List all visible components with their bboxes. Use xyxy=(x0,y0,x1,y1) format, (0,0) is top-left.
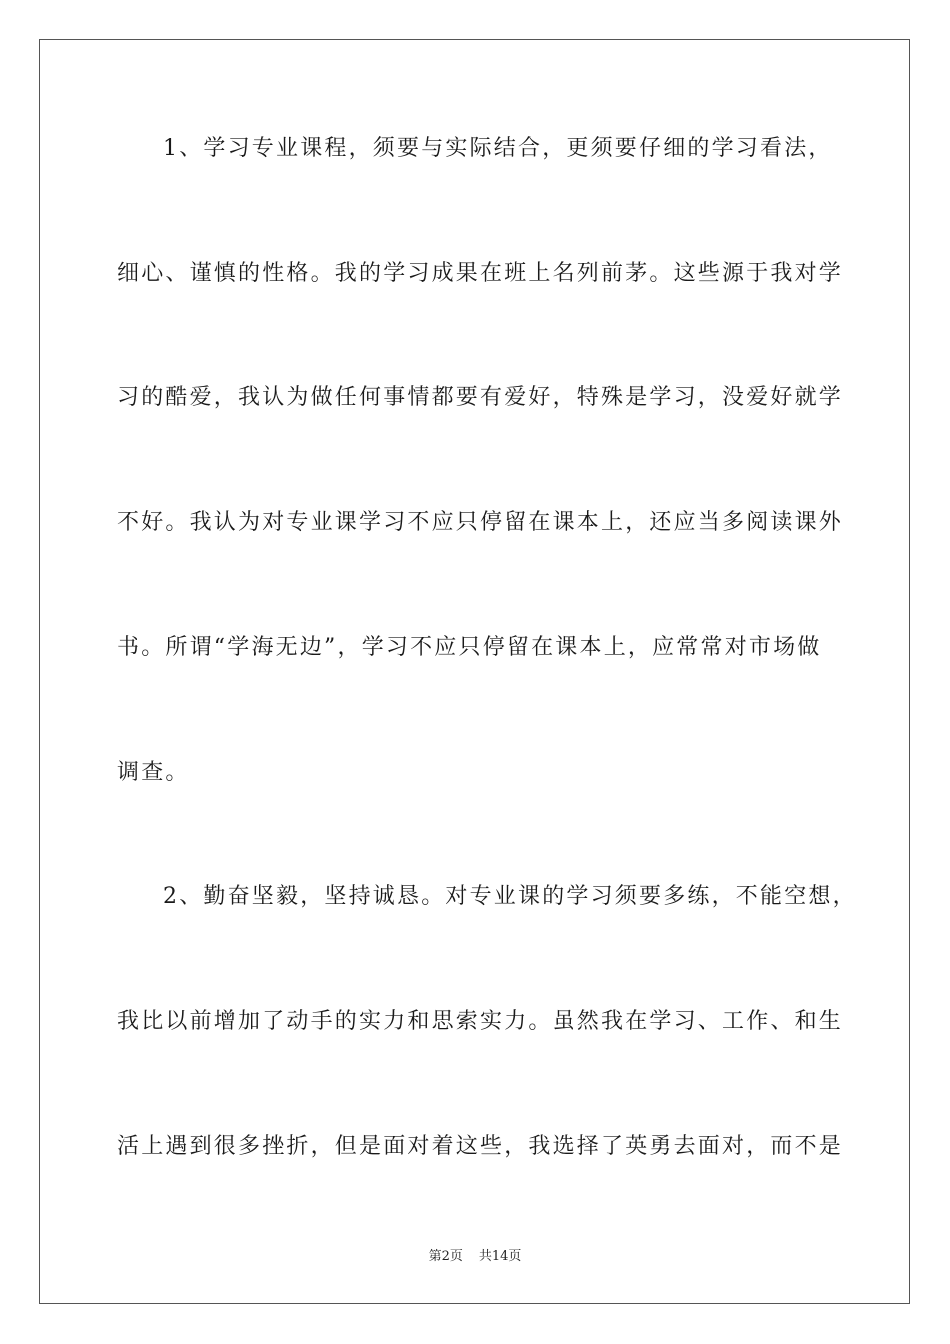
paragraph-1-line-5: 书。所谓“学海无边”，学习不应只停留在课本上，应常常对市场做 xyxy=(117,635,822,660)
paragraph-1-line-3: 习的酷爱，我认为做任何事情都要有爱好，特殊是学习，没爱好就学 xyxy=(117,385,844,410)
paragraph-1-line-4: 不好。我认为对专业课学习不应只停留在课本上，还应当多阅读课外 xyxy=(117,510,844,535)
paragraph-2-line-1: 2、勤奋坚毅，坚持诚恳。对专业课的学习须要多练，不能空想， xyxy=(163,884,857,909)
paragraph-2-line-2: 我比以前增加了动手的实力和思索实力。虽然我在学习、工作、和生 xyxy=(117,1009,844,1034)
paragraph-1-line-6: 调查。 xyxy=(117,760,190,785)
page-number: 第2页 xyxy=(428,1249,463,1264)
page-frame xyxy=(39,39,910,1304)
paragraph-1-line-2: 细心、谨慎的性格。我的学习成果在班上名列前茅。这些源于我对学 xyxy=(117,261,844,286)
paragraph-1-line-1: 1、学习专业课程，须要与实际结合，更须要仔细的学习看法， xyxy=(163,136,833,161)
paragraph-2-line-3: 活上遇到很多挫折，但是面对着这些，我选择了英勇去面对，而不是 xyxy=(117,1134,844,1159)
page-footer xyxy=(0,1245,950,1264)
page-total: 共14页 xyxy=(478,1249,522,1264)
